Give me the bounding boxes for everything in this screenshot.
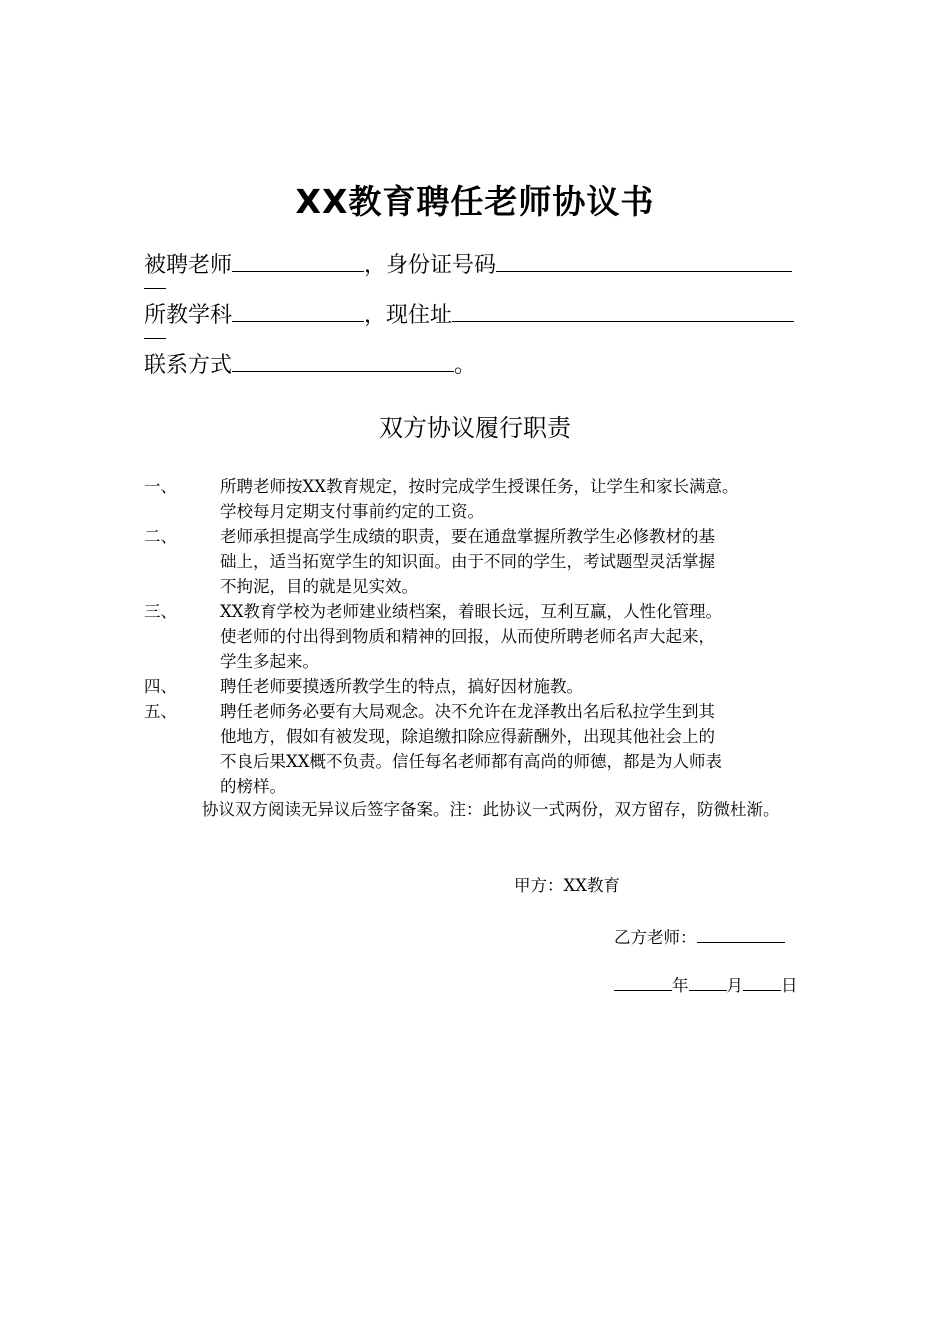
- clause-line: 聘任老师要摸透所教学生的特点，搞好因材施教。: [220, 677, 583, 696]
- address-blank-continued: [144, 338, 166, 339]
- id-label: ，身份证号码: [364, 253, 497, 278]
- clause-line: 学生多起来。: [220, 652, 319, 671]
- document-title: XX教育聘任老师协议书: [295, 182, 655, 221]
- clause-line: 不良后果XX概不负责。信任每名老师都有高尚的师德，都是为人师表: [220, 752, 722, 771]
- party-a-signature: 甲方：XX教育: [514, 876, 620, 895]
- subject-label: 所教学科: [144, 303, 233, 328]
- clause-line: 使老师的付出得到物质和精神的回报，从而使所聘老师名声大起来，: [220, 627, 715, 646]
- section-title: 双方协议履行职责: [379, 414, 571, 442]
- clause-line: 的榜样。: [220, 777, 286, 796]
- clause-line: 老师承担提高学生成绩的职责，要在通盘掌握所教学生必修教材的基: [220, 527, 715, 546]
- day-blank[interactable]: [743, 974, 781, 991]
- clause-line: 所聘老师按XX教育规定，按时完成学生授课任务，让学生和家长满意。: [220, 477, 739, 496]
- party-b-label: 乙方老师：: [614, 928, 697, 947]
- id-number-blank[interactable]: [496, 249, 792, 272]
- year-label: 年: [672, 976, 689, 995]
- id-number-blank-continued: [144, 288, 166, 289]
- clause-number: 四、: [144, 677, 177, 696]
- teacher-info-line: [144, 248, 792, 279]
- clause-line: 不拘泥，目的就是见实效。: [220, 577, 418, 596]
- date-line: [614, 972, 798, 996]
- day-label: 日: [781, 976, 798, 995]
- clause-number: 二、: [144, 527, 177, 546]
- clause-line: 他地方，假如有被发现，除追缴扣除应得薪酬外，出现其他社会上的: [220, 727, 715, 746]
- clause-line: 础上，适当拓宽学生的知识面。由于不同的学生，考试题型灵活掌握: [220, 552, 715, 571]
- subject-info-line: [144, 298, 794, 329]
- closing-paragraph: 协议双方阅读无异议后签字备案。注：此协议一式两份，双方留存，防微杜渐。: [202, 800, 780, 819]
- address-label: ，现住址: [364, 303, 453, 328]
- subject-blank[interactable]: [232, 299, 364, 322]
- year-blank[interactable]: [614, 974, 672, 991]
- teacher-label: 被聘老师: [144, 253, 233, 278]
- contact-info-line: [144, 348, 476, 379]
- clause-line: 学校每月定期支付事前约定的工资。: [220, 502, 484, 521]
- clause-number: 三、: [144, 602, 177, 621]
- contact-label: 联系方式: [144, 353, 233, 378]
- party-b-signature-line: [614, 924, 785, 948]
- month-label: 月: [726, 976, 743, 995]
- clause-line: 聘任老师务必要有大局观念。决不允许在龙泽教出名后私拉学生到其: [220, 702, 715, 721]
- clause-number: 五、: [144, 702, 177, 721]
- contact-blank[interactable]: [232, 349, 454, 372]
- teacher-name-blank[interactable]: [232, 249, 364, 272]
- party-b-blank[interactable]: [697, 926, 785, 943]
- month-blank[interactable]: [689, 974, 727, 991]
- clause-line: XX教育学校为老师建业绩档案，着眼长远，互利互赢，人性化管理。: [220, 602, 722, 621]
- clause-number: 一、: [144, 477, 177, 496]
- address-blank[interactable]: [452, 299, 794, 322]
- contact-end: 。: [454, 353, 477, 378]
